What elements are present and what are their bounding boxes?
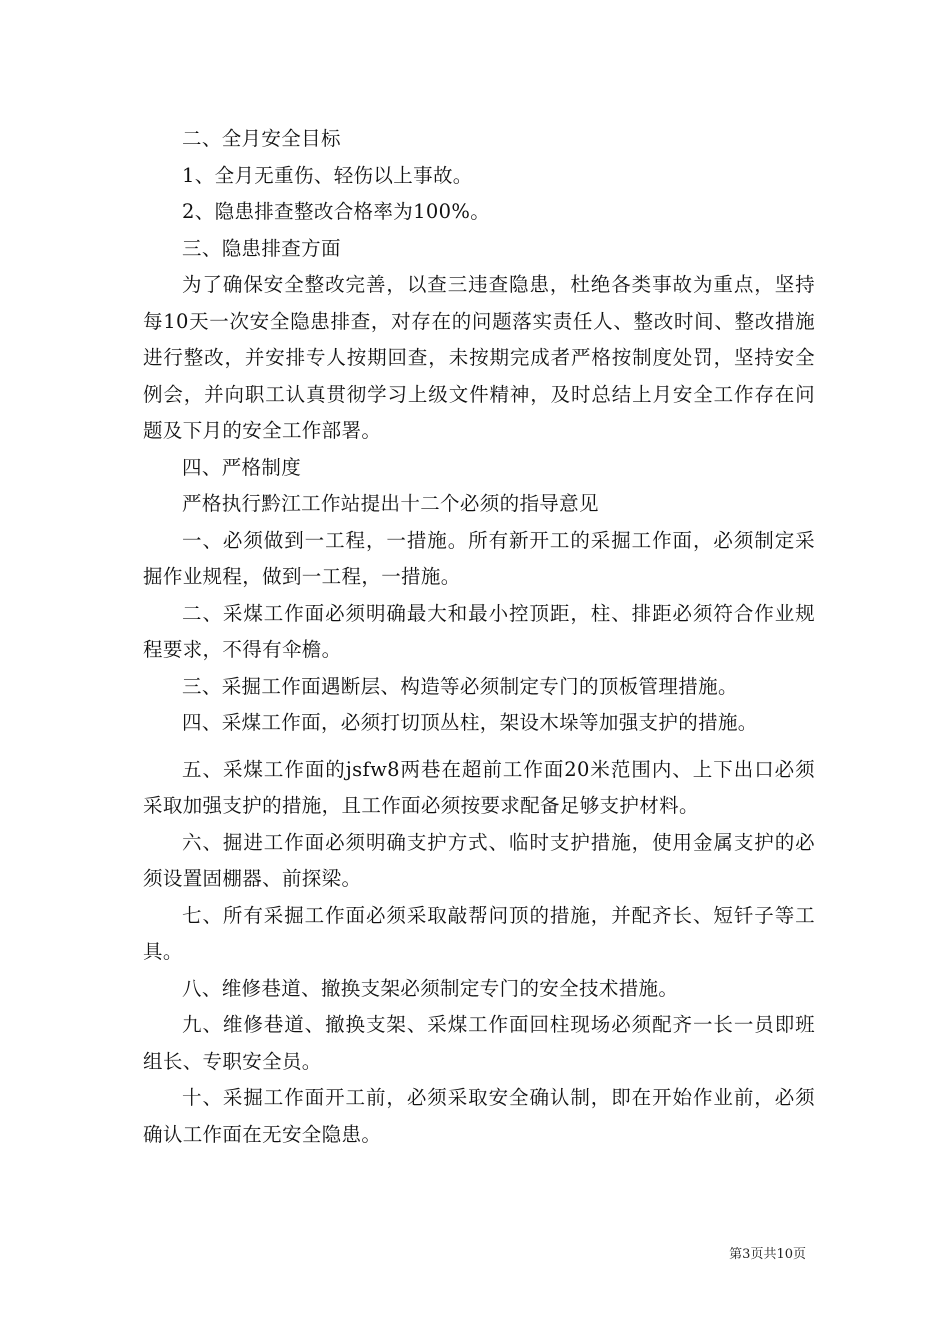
rule-item-10: 十、采掘工作面开工前，必须采取安全确认制，即在开始作业前，必须确认工作面在无安全隐患。 (143, 1086, 815, 1146)
rule-item-4: 四、采煤工作面，必须打切顶丛柱，架设木垛等加强支护的措施。 (182, 711, 758, 734)
rule-item-8: 八、维修巷道、撤换支架必须制定专门的安全技术措施。 (182, 976, 679, 1000)
rule-item-6: 六、掘进工作面必须明确支护方式、临时支护措施，使用金属支护的必须设置固棚器、前探梁。 (143, 830, 815, 890)
rule-item-5: 五、采煤工作面的jsfw8两巷在超前工作面20米范围内、上下出口必须采取加强支护的措施，且工作面必须按要求配备足够支护材料。 (143, 757, 815, 817)
document-body (143, 121, 815, 1153)
heading-monthly-safety-goals: 二、全月安全目标 (182, 127, 341, 150)
rule-item-9: 九、维修巷道、撤换支架、采煤工作面回柱现场必须配齐一长一员即班组长、专职安全员。 (143, 1013, 815, 1073)
goal-item-1: 1、全月无重伤、轻伤以上事故。 (182, 163, 473, 187)
heading-strict-rules: 四、严格制度 (182, 455, 302, 479)
rule-item-3: 三、采掘工作面遇断层、构造等必须制定专门的顶板管理措施。 (182, 674, 738, 698)
rule-item-2: 二、采煤工作面必须明确最大和最小控顶距，柱、排距必须符合作业规程要求，不得有伞檐。 (143, 601, 815, 661)
rule-item-1: 一、必须做到一工程，一措施。所有新开工的采掘工作面，必须制定采掘作业规程，做到一工程，一措施。 (143, 528, 815, 588)
rule-item-7: 七、所有采掘工作面必须采取敲帮问顶的措施，并配齐长、短钎子等工具。 (143, 903, 815, 963)
rules-intro: 严格执行黔江工作站提出十二个必须的指导意见 (182, 492, 599, 515)
heading-hazard-inspection: 三、隐患排查方面 (182, 236, 341, 260)
page-number-footer: 第3页共10页 (729, 1247, 806, 1262)
goal-item-2: 2、隐患排查整改合格率为100%。 (182, 200, 491, 223)
hazard-inspection-paragraph: 为了确保安全整改完善，以查三违查隐患，杜绝各类事故为重点，坚持每10天一次安全隐患排查，对存在的问题落实责任人、整改时间、整改措施进行整改，并安排专人按期回查，未按期完成者严格按制度处罚，坚持安全例会，并向职工认真贯彻学习上级文件精神，及时总结上月安全工作存在问题及下月的安全工作部署。 (143, 273, 815, 442)
